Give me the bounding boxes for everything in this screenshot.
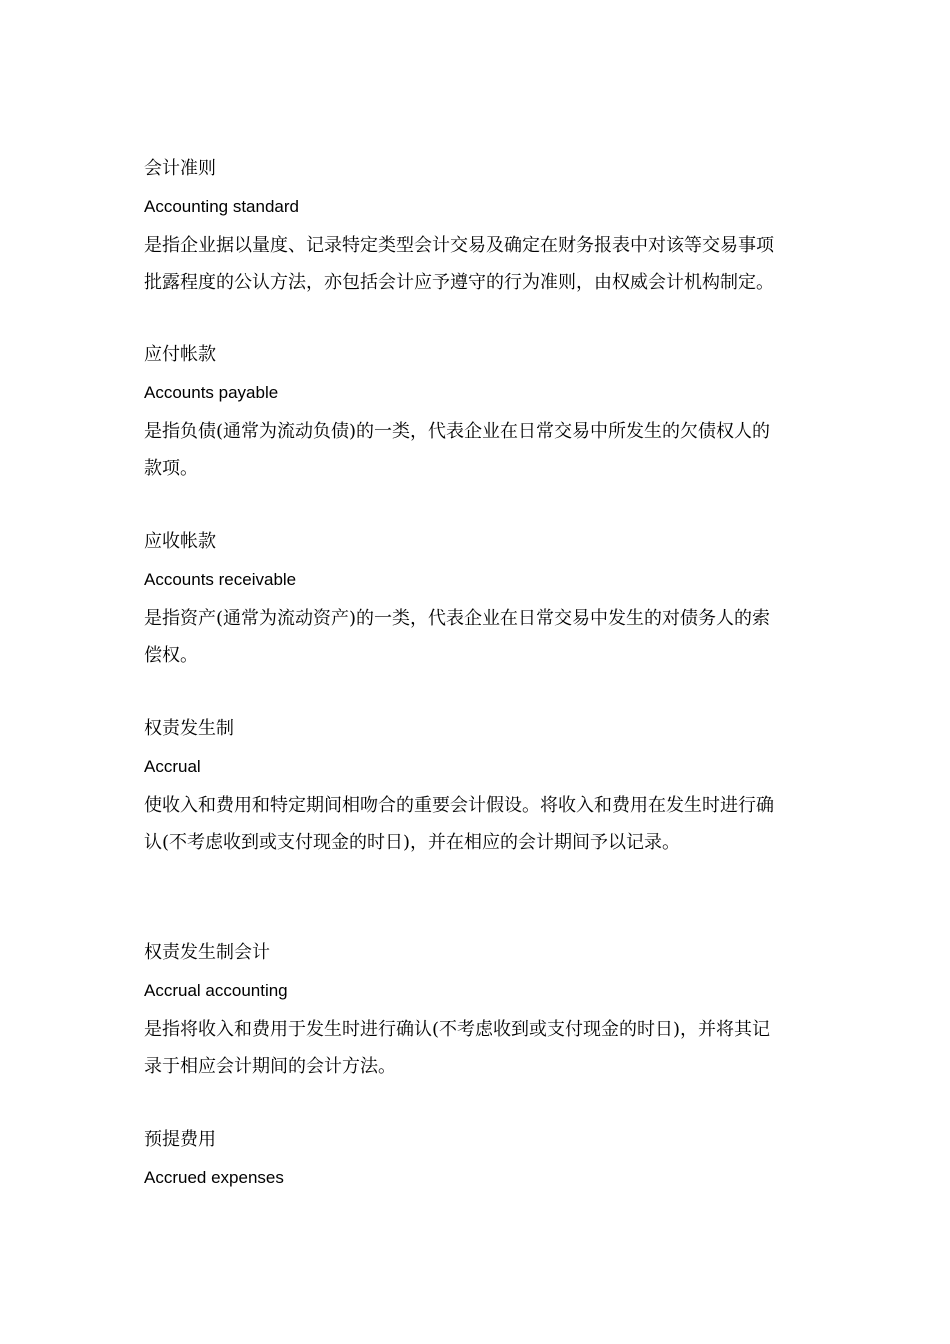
term-chinese: 权责发生制会计 <box>144 942 270 963</box>
definition-line: 是指资产(通常为流动资产)的一类，代表企业在日常交易中发生的对债务人的索 <box>144 608 771 629</box>
definition-line: 使收入和费用和特定期间相吻合的重要会计假设。将收入和费用在发生时进行确 <box>144 795 774 816</box>
definition-line: 是指企业据以量度、记录特定类型会计交易及确定在财务报表中对该等交易事项 <box>144 235 774 256</box>
term-english: Accrual accounting <box>144 981 288 1000</box>
term-definition <box>144 787 814 861</box>
term-english: Accounts receivable <box>144 570 297 589</box>
term-definition <box>144 227 814 301</box>
definition-line: 是指负债(通常为流动负债)的一类，代表企业在日常交易中所发生的欠债权人的 <box>144 421 771 442</box>
definition-line: 录于相应会计期间的会计方法。 <box>144 1056 396 1077</box>
term-english: Accounting standard <box>144 197 299 216</box>
term-definition <box>144 1011 814 1085</box>
term-chinese: 应付帐款 <box>144 344 216 365</box>
term-english: Accrued expenses <box>144 1168 284 1187</box>
term-english: Accounts payable <box>144 383 279 402</box>
term-chinese: 权责发生制 <box>144 718 234 739</box>
definition-line: 是指将收入和费用于发生时进行确认(不考虑收到或支付现金的时日)，并将其记 <box>144 1019 771 1040</box>
definition-line: 认(不考虑收到或支付现金的时日)，并在相应的会计期间予以记录。 <box>144 832 681 853</box>
term-definition <box>144 413 814 487</box>
definition-line: 批露程度的公认方法，亦包括会计应予遵守的行为准则，由权威会计机构制定。 <box>144 272 774 293</box>
definition-line: 偿权。 <box>144 645 198 666</box>
term-chinese: 应收帐款 <box>144 531 216 552</box>
term-english: Accrual <box>144 757 201 776</box>
definition-line: 款项。 <box>144 458 198 479</box>
term-definition <box>144 600 814 674</box>
term-chinese: 预提费用 <box>144 1129 216 1150</box>
term-chinese: 会计准则 <box>144 158 216 179</box>
